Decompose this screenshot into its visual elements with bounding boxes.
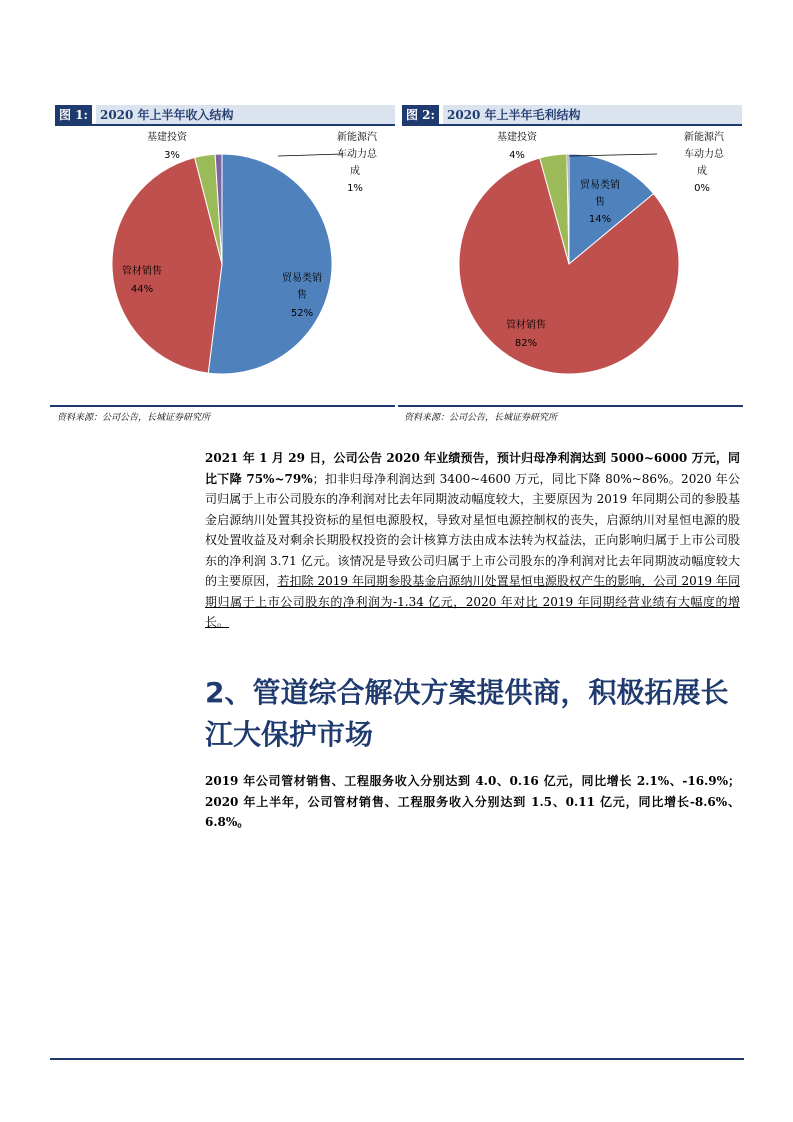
label-pipe-pct: 44% [130,284,154,295]
earnings-forecast-bold: 2021 年 1 月 29 日，公司公告 2020 年业绩预告，预计归母净利润达到 5000~6000 万元，同比下降 75%~79% [205,451,740,486]
label-trade-line1: 贸易类销 [580,180,620,191]
pie-chart-revenue [55,126,395,396]
figure-2-tag: 图 2: [402,105,439,124]
label-trade-line1: 贸易类销 [282,273,322,284]
label-infra-name: 基建投资 [497,132,537,143]
label-pipe-pct: 82% [514,338,538,349]
label-trade-pct: 14% [588,214,612,225]
figure-2-source-rule [398,405,743,407]
figure-2-title [402,104,742,126]
figure-1-source-rule [50,405,395,407]
figure-1-tag: 图 1: [55,105,92,124]
label-pipe-name: 管材销售 [122,266,162,277]
pie-chart-gross-profit [402,126,742,396]
nev-leader-line [278,154,343,156]
pipe-sales-bold: 2019 年公司管材销售、工程服务收入分别达到 4.0、0.16 亿元，同比增长 2.1%、-16.9%；2020 年上半年，公司管材销售、工程服务收入分别达到 1.5、0.11 亿元，同比增长-8.6%、6.8%。 [205,774,740,829]
label-nev-pct: 1% [347,183,363,194]
label-nev-line3: 成 [697,166,707,177]
label-nev-line1: 新能源汽 [337,132,377,143]
figure-1-title [55,104,395,126]
label-nev-line3: 成 [350,166,360,177]
label-nev-line1: 新能源汽 [684,132,724,143]
label-pipe-name: 管材销售 [506,320,546,331]
earnings-forecast-underlined: 若扣除 2019 年同期参股基金启源纳川处置星恒电源股权产生的影响，公司 2019 年同期归属于上市公司股东的净利润为-1.34 亿元，2020 年对比 2019 年同期经营业绩有大幅度的增长。 [205,574,740,629]
label-trade-line2: 售 [595,197,605,208]
figure-2-title-text: 2020 年上半年毛利结构 [443,105,742,124]
pie-slice-1 [208,154,332,374]
footer-rule [50,1058,744,1060]
label-nev-line2: 车动力总 [337,149,377,160]
label-infra-pct: 3% [164,150,180,161]
earnings-forecast-body: ；扣非归母净利润达到 3400~4600 万元，同比下降 80%~86%。2020 年公司归属于上市公司股东的净利润对比去年同期波动幅度较大，主要原因为 2019 年同期公司的参股基金启源纳川处置其投资标的星恒电源股权，导致对星恒电源控制权的丧失，启源纳川对星恒电源的股权处置收益及对剩余长期股权投资的会计核算方法由成本法转为权益法，正向影响归属于上市公司股东的净利润 3.71 亿元。该情况是导致公司归属于上市公司股东的净利润对比去年同期波动幅度较大的主要原因， [205,471,740,588]
label-nev-line2: 车动力总 [684,149,724,160]
section-heading: 2、管道综合解决方案提供商，积极拓展长江大保护市场 [205,676,729,751]
figure-2-source: 资料来源：公司公告，长城证券研究所 [404,413,558,423]
label-infra-name: 基建投资 [147,132,187,143]
label-infra-pct: 4% [509,150,525,161]
label-trade-pct: 52% [290,308,314,319]
figure-1-source: 资料来源：公司公告，长城证券研究所 [57,413,211,423]
label-trade-line2: 售 [297,290,307,301]
pipe-sales-paragraph [205,771,740,833]
earnings-forecast-paragraph [205,448,740,633]
figure-1-title-text: 2020 年上半年收入结构 [96,105,395,124]
label-nev-pct: 0% [694,183,710,194]
